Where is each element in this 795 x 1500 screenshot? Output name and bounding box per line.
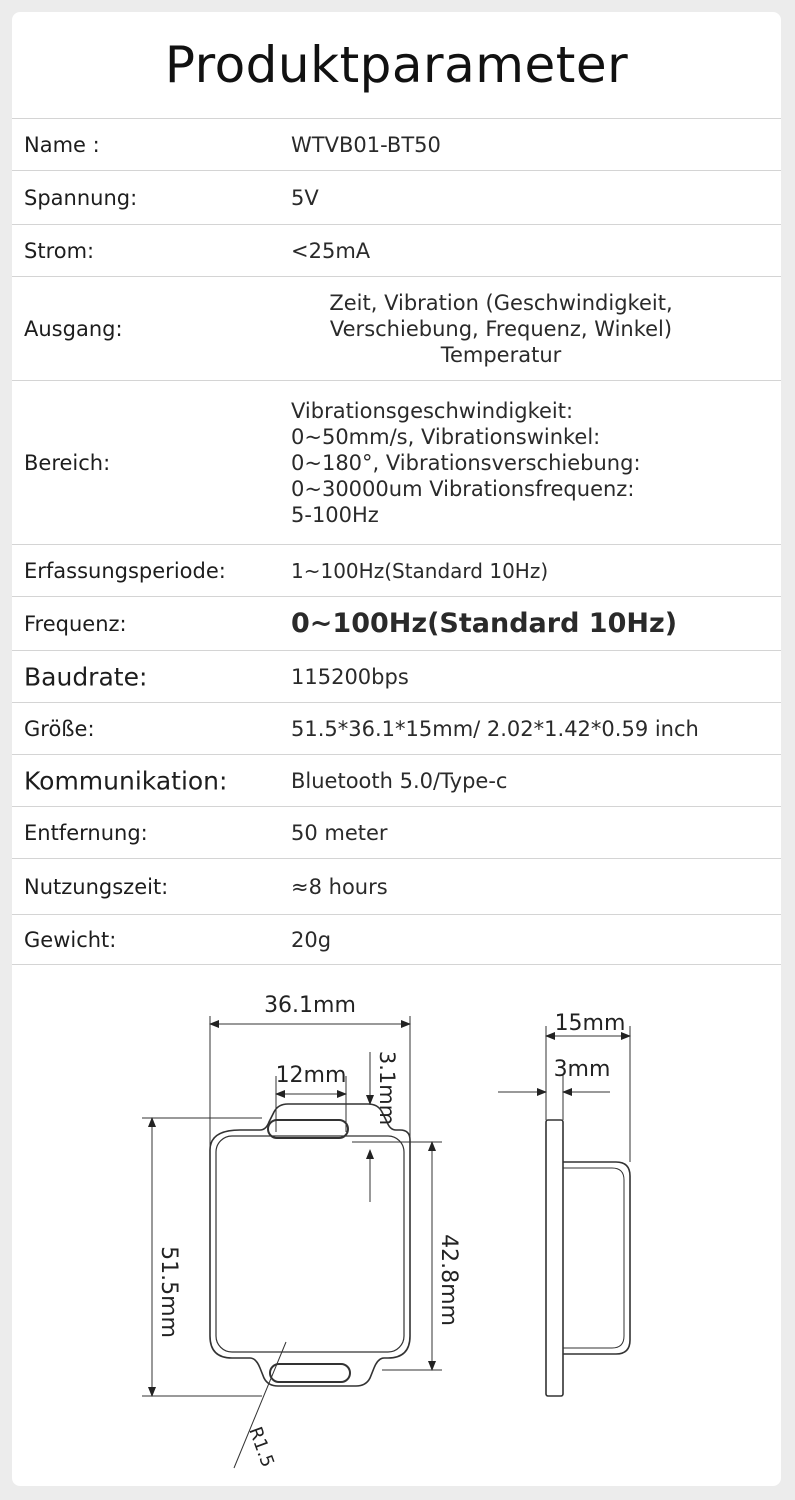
sensor-front-outline bbox=[210, 1104, 410, 1386]
dim-label-width: 36.1mm bbox=[264, 993, 356, 1018]
param-label: Entfernung: bbox=[24, 821, 148, 845]
dim-label-inner-height: 42.8mm bbox=[436, 1234, 461, 1326]
param-value: 20g bbox=[291, 928, 332, 952]
param-label: Spannung: bbox=[24, 186, 138, 210]
param-value: 0~100Hz(Standard 10Hz) bbox=[291, 608, 678, 639]
param-label: Bereich: bbox=[24, 451, 111, 475]
param-label: Kommunikation: bbox=[24, 766, 228, 796]
side-base-plate bbox=[546, 1120, 563, 1396]
param-label: Erfassungsperiode: bbox=[24, 559, 226, 583]
param-label: Nutzungszeit: bbox=[24, 875, 169, 899]
param-label: Name : bbox=[24, 133, 100, 157]
param-label: Gewicht: bbox=[24, 928, 117, 952]
page-title: Produktparameter bbox=[164, 36, 629, 94]
sensor-inner-face bbox=[216, 1136, 404, 1352]
param-value: Vibrationsgeschwindigkeit: 0~50mm/s, Vibrationswinkel: 0~180°, Vibrationsverschiebung: 0~30000um Vibrationsfrequenz: 5-100Hz bbox=[291, 399, 641, 527]
param-label: Strom: bbox=[24, 239, 95, 263]
dim-label-base: 3mm bbox=[553, 1057, 611, 1082]
param-value: ≈8 hours bbox=[291, 875, 388, 899]
dim-label-slot-offset: 3.1mm bbox=[375, 1050, 399, 1126]
dim-label-radius: R1.5 bbox=[244, 1424, 279, 1471]
param-value: 50 meter bbox=[291, 821, 388, 845]
top-mount-slot bbox=[268, 1120, 348, 1138]
param-label: Ausgang: bbox=[24, 317, 123, 341]
param-value: <25mA bbox=[291, 239, 371, 263]
param-value: 5V bbox=[291, 186, 319, 210]
param-value: 1~100Hz(Standard 10Hz) bbox=[291, 559, 549, 583]
dim-label-depth: 15mm bbox=[554, 1011, 626, 1036]
param-label: Größe: bbox=[24, 717, 95, 741]
product-card bbox=[12, 12, 781, 1486]
param-label: Frequenz: bbox=[24, 612, 127, 636]
dim-label-height: 51.5mm bbox=[156, 1246, 181, 1338]
param-value: 115200bps bbox=[291, 665, 409, 689]
bottom-mount-slot bbox=[270, 1364, 350, 1382]
param-value: WTVB01-BT50 bbox=[291, 133, 441, 157]
param-value: Zeit, Vibration (Geschwindigkeit, Verschiebung, Frequenz, Winkel) Temperatur bbox=[329, 291, 673, 367]
dimension-drawing bbox=[12, 12, 781, 1486]
side-body-outline bbox=[563, 1162, 630, 1354]
param-label: Baudrate: bbox=[24, 662, 148, 692]
param-value: Bluetooth 5.0/Type-c bbox=[291, 769, 508, 793]
param-value: 51.5*36.1*15mm/ 2.02*1.42*0.59 inch bbox=[291, 717, 699, 741]
dim-label-slot: 12mm bbox=[275, 1063, 347, 1088]
